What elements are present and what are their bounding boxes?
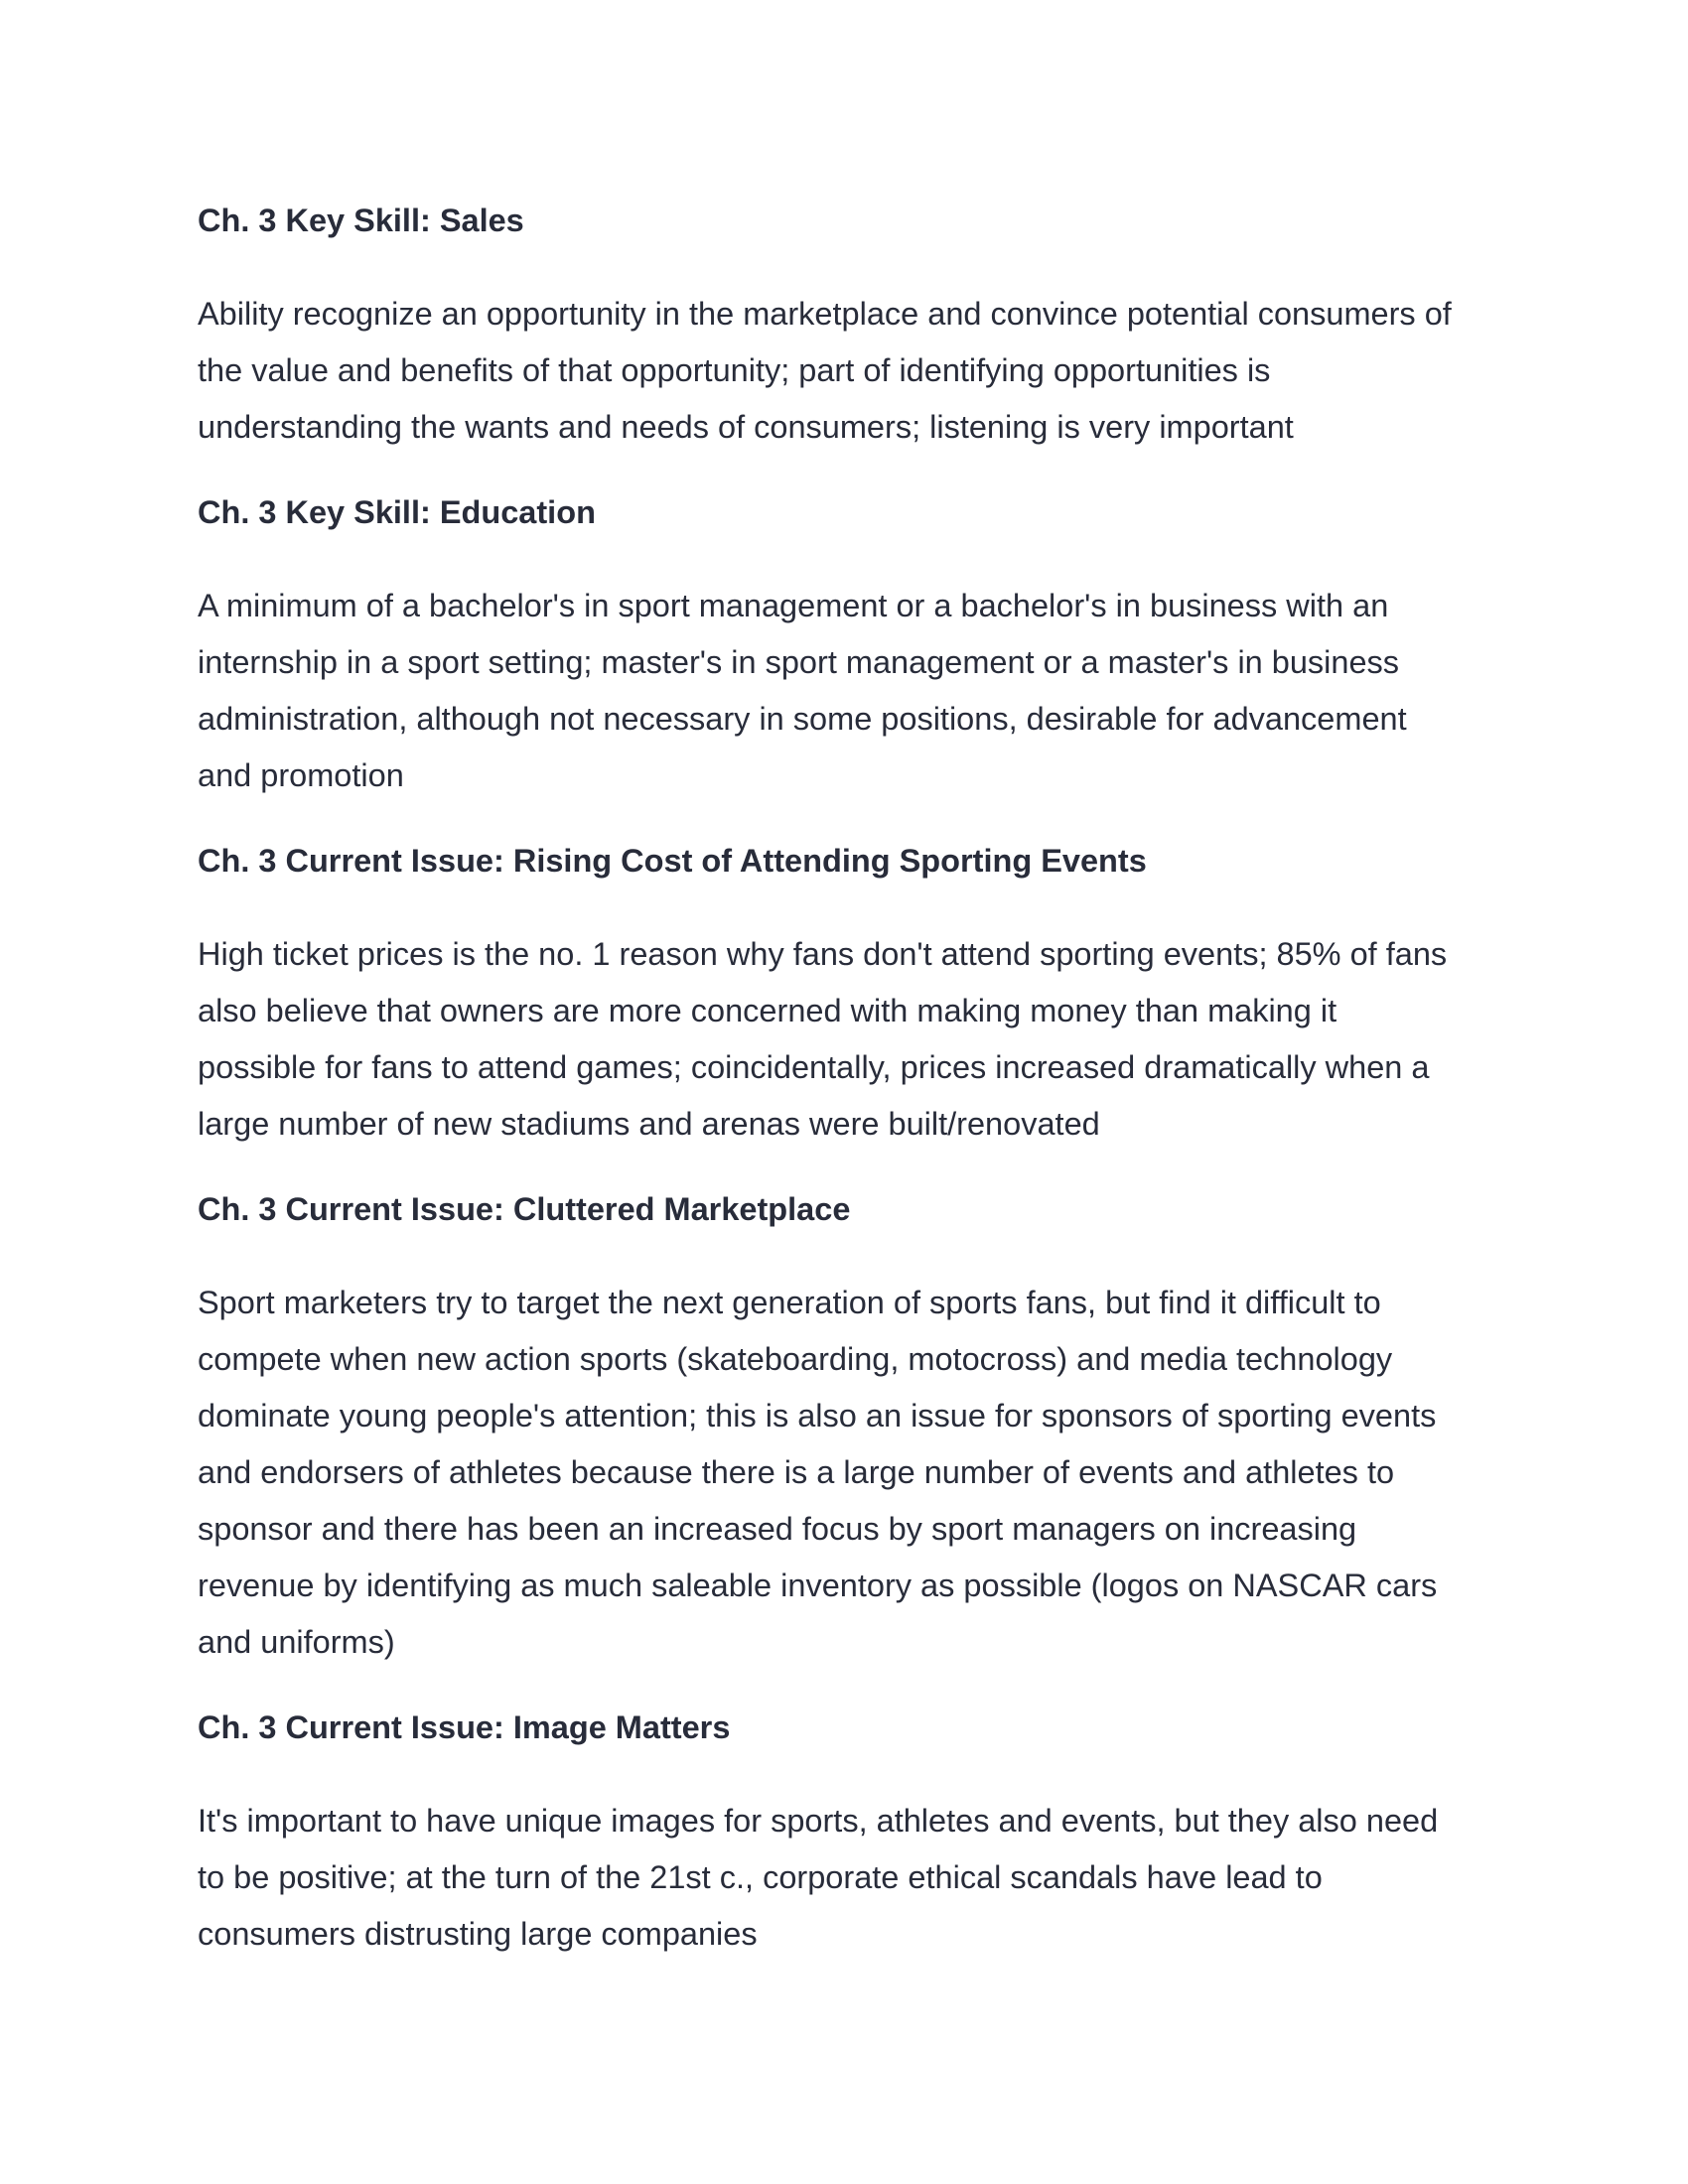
body-line: administration, although not necessary in some positions, desirable for advancement: [198, 701, 1407, 737]
body-line: understanding the wants and needs of consumers; listening is very important: [198, 409, 1294, 445]
body-line: sponsor and there has been an increased focus by sport managers on increasing: [198, 1511, 1357, 1547]
body-line: compete when new action sports (skateboarding, motocross) and media technology: [198, 1341, 1393, 1377]
body-line: internship in a sport setting; master's in sport management or a master's in business: [198, 644, 1400, 680]
section-cluttered-marketplace: [198, 1189, 1438, 1671]
section-rising-cost: [198, 841, 1448, 1153]
section-body: [198, 286, 1452, 456]
section-key-skill-education: [198, 492, 1429, 804]
body-line: dominate young people's attention; this is also an issue for sponsors of sporting events: [198, 1398, 1437, 1433]
body-line: High ticket prices is the no. 1 reason why fans don't attend sporting events; 85% of fans: [198, 936, 1448, 972]
body-line: Ability recognize an opportunity in the marketplace and convince potential consumers of: [198, 296, 1452, 332]
body-line: large number of new stadiums and arenas were built/renovated: [198, 1106, 1100, 1142]
section-image-matters: [198, 1707, 1439, 1963]
section-heading: Ch. 3 Current Issue: Image Matters: [198, 1709, 731, 1745]
section-key-skill-sales: [198, 201, 1452, 456]
body-line: and uniforms): [198, 1624, 395, 1660]
body-line: the value and benefits of that opportunity; part of identifying opportunities is: [198, 352, 1271, 388]
body-line: possible for fans to attend games; coincidentally, prices increased dramatically when a: [198, 1049, 1430, 1085]
section-body: [198, 1275, 1438, 1671]
section-heading: Ch. 3 Key Skill: Education: [198, 494, 596, 530]
body-line: Sport marketers try to target the next generation of sports fans, but find it difficult to: [198, 1285, 1381, 1320]
section-body: [198, 926, 1448, 1153]
body-line: to be positive; at the turn of the 21st c., corporate ethical scandals have lead to: [198, 1859, 1323, 1895]
section-heading: Ch. 3 Key Skill: Sales: [198, 203, 524, 238]
body-line: also believe that owners are more concerned with making money than making it: [198, 993, 1337, 1028]
body-line: consumers distrusting large companies: [198, 1916, 758, 1952]
section-body: [198, 578, 1429, 804]
section-heading: Ch. 3 Current Issue: Cluttered Marketplace: [198, 1191, 851, 1227]
body-line: It's important to have unique images for sports, athletes and events, but they also need: [198, 1803, 1439, 1839]
body-line: A minimum of a bachelor's in sport management or a bachelor's in business with an: [198, 588, 1389, 623]
body-line: and endorsers of athletes because there is a large number of events and athletes to: [198, 1454, 1395, 1490]
body-line: and promotion: [198, 757, 404, 793]
section-heading: Ch. 3 Current Issue: Rising Cost of Attending Sporting Events: [198, 843, 1147, 879]
section-body: [198, 1793, 1439, 1963]
body-line: revenue by identifying as much saleable inventory as possible (logos on NASCAR cars: [198, 1568, 1438, 1603]
